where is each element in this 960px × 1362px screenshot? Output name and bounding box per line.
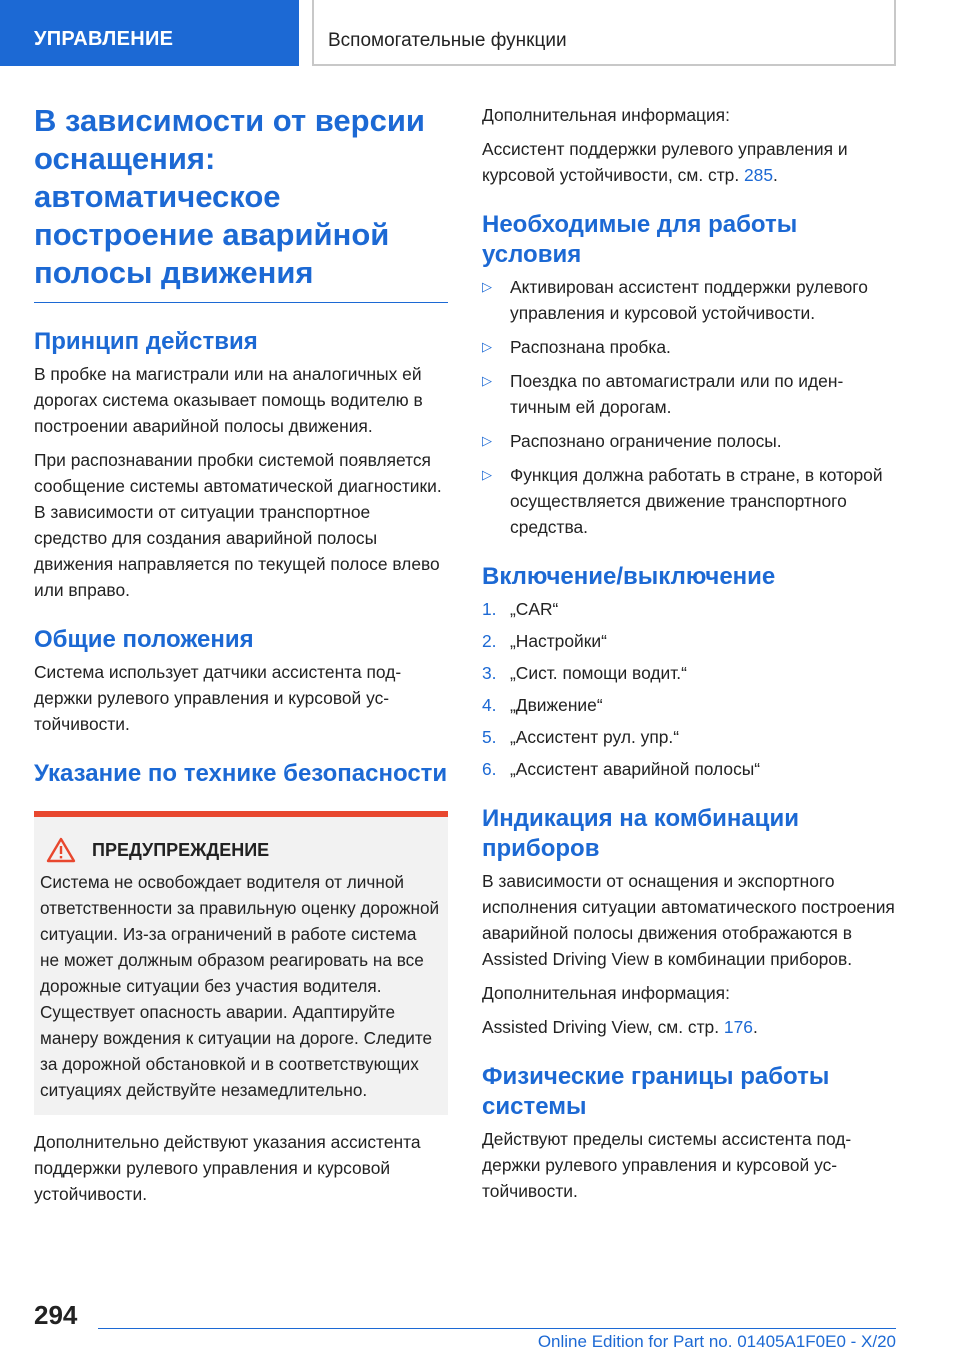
info-label: Дополнительная информация: bbox=[482, 105, 730, 125]
step-text: „Ассистент рул. упр.“ bbox=[510, 727, 680, 747]
header-section-tab[interactable] bbox=[0, 0, 299, 66]
display-info-label: Дополнительная информация: bbox=[482, 983, 730, 1003]
step-number: 5. bbox=[482, 727, 497, 747]
info-reference-text: Ассистент поддержки рулевого управления и курсовой устойчивости, см. стр. bbox=[482, 139, 848, 185]
list-item-text: Функция должна работать в стране, в которой осуществляется движение транспортного средства. bbox=[510, 465, 883, 537]
limits-heading: Физические границы работы системы bbox=[482, 1063, 830, 1120]
step-text: „Движение“ bbox=[510, 695, 603, 715]
right-column bbox=[482, 102, 896, 1212]
step-item bbox=[482, 628, 896, 654]
display-paragraph: В зависимости от оснащения и экспортного исполнения ситуации автоматического построения аварийной полосы движения отображаются в Assisted Driving View в комбинации приборов. bbox=[482, 871, 895, 969]
step-number: 6. bbox=[482, 759, 497, 779]
list-item bbox=[482, 462, 896, 540]
list-item bbox=[482, 428, 896, 454]
list-item-text: Активирован ассистент поддержки рулевого управления и курсовой устойчивости. bbox=[510, 277, 868, 323]
page-link-285[interactable]: 285 bbox=[744, 165, 774, 185]
triangle-bullet-icon: ▷ bbox=[482, 339, 492, 354]
warning-triangle-icon bbox=[46, 837, 76, 863]
header-section-label: УПРАВЛЕНИЕ bbox=[34, 28, 174, 50]
step-number: 1. bbox=[482, 599, 497, 619]
list-item-text: Поездка по автомагистрали или по идентичным ей дорогам. bbox=[510, 371, 844, 417]
list-item-text: Распознана пробка. bbox=[510, 337, 671, 357]
principle-paragraph-1: В пробке на магистрали или на аналогичных ей дорогах система оказывает помощь водителю в построении аварийной полосы движения. bbox=[34, 364, 423, 436]
step-text: „Ассистент аварийной полосы“ bbox=[510, 759, 761, 779]
limits-paragraph: Действуют пределы системы ассистента поддержки рулевого управления и курсовой устойчивости. bbox=[482, 1129, 852, 1201]
footer-divider bbox=[98, 1328, 896, 1329]
page-link-176[interactable]: 176 bbox=[723, 1017, 753, 1037]
step-item bbox=[482, 660, 896, 686]
step-number: 4. bbox=[482, 695, 497, 715]
safety-after-paragraph: Дополнительно действуют указания ассистента поддержки рулевого управления и курсовой устойчивости. bbox=[34, 1132, 421, 1204]
list-item bbox=[482, 334, 896, 360]
warning-header bbox=[40, 837, 440, 863]
step-number: 3. bbox=[482, 663, 497, 683]
page-number: 294 bbox=[34, 1300, 78, 1330]
step-text: „CAR“ bbox=[510, 599, 559, 619]
left-column bbox=[34, 102, 448, 1215]
header-chapter-tab bbox=[312, 0, 896, 66]
triangle-bullet-icon: ▷ bbox=[482, 467, 492, 482]
principle-paragraph-2: При распознавании пробки системой появляется сообщение системы автоматической диагностики. В зависимости от ситуации транспортное средство для создания аварийной полосы движения направляется по текущей полосе влево или вправо. bbox=[34, 450, 442, 600]
display-info-text: Assisted Driving View, см. стр. bbox=[482, 1017, 720, 1037]
step-item bbox=[482, 596, 896, 622]
step-text: „Настройки“ bbox=[510, 631, 607, 651]
list-item-text: Распознано ограничение полосы. bbox=[510, 431, 782, 451]
display-info-reference: Assisted Driving View, см. стр. 176. bbox=[482, 1017, 758, 1037]
principle-heading: Принцип действия bbox=[34, 328, 258, 355]
list-item bbox=[482, 368, 896, 420]
step-item bbox=[482, 756, 896, 782]
conditions-list bbox=[482, 274, 896, 540]
general-paragraph: Система использует датчики ассистента поддержки рулевого управления и курсовой устойчивости. bbox=[34, 662, 402, 734]
triangle-bullet-icon: ▷ bbox=[482, 279, 492, 294]
header-chapter-label: Вспомогательные функции bbox=[328, 30, 567, 51]
step-item bbox=[482, 692, 896, 718]
warning-title: ПРЕДУПРЕЖДЕНИЕ bbox=[92, 839, 270, 860]
list-item bbox=[482, 274, 896, 326]
toggle-steps bbox=[482, 596, 896, 782]
page-title: В зависимости от версии оснащения: автоматическое построение аварийной полосы движения bbox=[34, 102, 448, 303]
info-reference: Ассистент поддержки рулевого управления и курсовой устойчивости, см. стр. 285. bbox=[482, 139, 848, 185]
step-number: 2. bbox=[482, 631, 497, 651]
step-text: „Сист. помощи водит.“ bbox=[510, 663, 687, 683]
warning-text: Система не освобождает водителя от личной ответственности за правильную оценку дорожной ситуации. Из-за ограничений в работе система не может должным образом реагировать на все дорожные ситуации без участия водителя. Существует опасность аварии. Адаптируйте манеру вождения к ситуации на дороге. Следите за дорожной обстановкой и в соответствующих ситуациях действуйте незамедлительно. bbox=[40, 872, 440, 1100]
conditions-heading: Необходимые для работы условия bbox=[482, 211, 798, 268]
toggle-heading: Включение/выключение bbox=[482, 563, 776, 590]
step-item bbox=[482, 724, 896, 750]
display-heading: Индикация на комбинации приборов bbox=[482, 805, 799, 862]
warning-box bbox=[34, 811, 448, 1115]
triangle-bullet-icon: ▷ bbox=[482, 433, 492, 448]
triangle-bullet-icon: ▷ bbox=[482, 373, 492, 388]
safety-heading: Указание по технике безопасности bbox=[34, 760, 448, 787]
general-heading: Общие положения bbox=[34, 626, 254, 653]
footer-edition: Online Edition for Part no. 01405A1F0E0 - X/20 bbox=[537, 1332, 896, 1351]
